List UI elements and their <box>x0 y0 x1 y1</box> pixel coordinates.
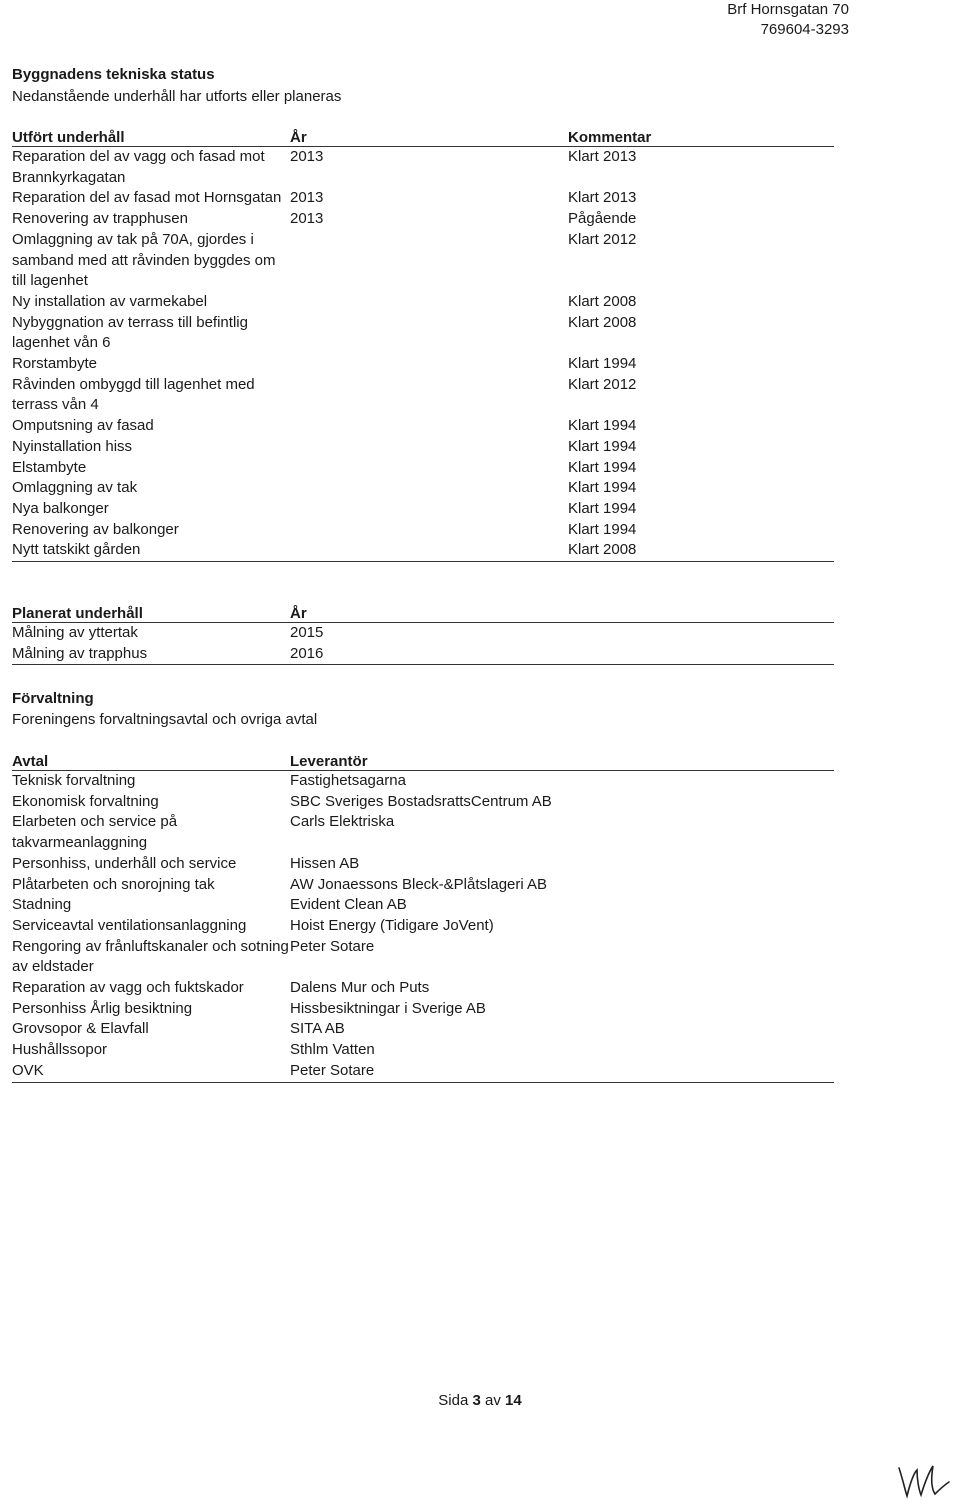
table-cell <box>290 354 568 375</box>
table-cell: Grovsopor & Elavfall <box>12 1020 149 1038</box>
table-header-row <box>12 126 834 147</box>
table-cell: Klart 1994 <box>568 437 637 455</box>
table-cell: Ny installation av varmekabel <box>12 292 208 310</box>
section-title-technical-status: Byggnadens tekniska status <box>12 66 215 83</box>
table-cell: Klart 2008 <box>568 292 637 310</box>
column-header: År <box>290 126 568 147</box>
table-cell: Stadning <box>12 896 72 914</box>
signature-initials-icon <box>895 1460 955 1500</box>
table-cell: Omputsning av fasad <box>12 417 154 435</box>
table-cell: Peter Sotare <box>290 937 375 955</box>
table-cell: SBC Sveriges BostadsrattsCentrum AB <box>290 792 552 810</box>
table-cell: Elarbeten och service på takvarmeanlaggning <box>12 813 178 852</box>
column-header: Kommentar <box>568 126 834 147</box>
table-cell: Klart 1994 <box>568 479 637 497</box>
planned-maintenance-row <box>12 644 834 665</box>
table-cell: Klart 2013 <box>568 189 637 207</box>
completed-maintenance-row <box>12 313 834 354</box>
table-cell: Klart 1994 <box>568 499 637 517</box>
table-cell: Peter Sotare <box>290 1061 834 1082</box>
table-cell: Klart 2008 <box>568 540 834 561</box>
completed-maintenance-row <box>12 209 834 230</box>
table-cell: Reparation av vagg och fuktskador <box>12 979 244 997</box>
table-cell: Nytt tatskikt gården <box>12 540 290 561</box>
section-subtitle-technical-status: Nedanstående underhåll har utforts eller planeras <box>12 88 342 105</box>
column-header: Utfört underhåll <box>12 126 290 147</box>
table-header-row <box>12 750 834 771</box>
planned-maintenance-table <box>12 602 834 665</box>
completed-maintenance-row <box>12 188 834 209</box>
table-cell: Fastighetsagarna <box>290 772 406 789</box>
table-cell <box>290 478 568 499</box>
table-cell: 2013 <box>290 210 324 228</box>
contract-row <box>12 1040 834 1061</box>
table-cell: SITA AB <box>290 1020 345 1038</box>
table-cell: Renovering av balkonger <box>12 520 179 538</box>
completed-maintenance-row <box>12 416 834 437</box>
table-cell: Reparation del av vagg och fasad mot Brannkyrkagatan <box>12 148 265 186</box>
section-subtitle-management: Foreningens forvaltningsavtal och ovriga avtal <box>12 711 318 728</box>
contract-row <box>12 916 834 937</box>
table-cell: Målning av trapphus <box>12 644 290 665</box>
completed-maintenance-row <box>12 478 834 499</box>
table-cell: Hushållssopor <box>12 1041 108 1059</box>
table-cell: Ekonomisk forvaltning <box>12 792 159 810</box>
completed-maintenance-table <box>12 126 834 562</box>
table-cell: Personhiss Årlig besiktning <box>12 999 193 1017</box>
table-cell: Carls Elektriska <box>290 813 395 831</box>
table-cell: Klart 2012 <box>568 375 637 393</box>
table-cell: 2013 <box>290 189 324 207</box>
table-cell: Klart 1994 <box>568 520 637 538</box>
table-cell: Nyinstallation hiss <box>12 437 133 455</box>
completed-maintenance-row <box>12 437 834 458</box>
page-number: Sida 3 av 14 <box>438 1392 522 1409</box>
table-cell: Personhiss, underhåll och service <box>12 854 237 872</box>
table-cell: 2016 <box>290 644 834 665</box>
table-cell: 2015 <box>290 624 324 641</box>
table-header-row <box>12 602 834 623</box>
table-cell: Klart 2008 <box>568 313 637 331</box>
completed-maintenance-row <box>12 230 834 292</box>
table-cell: AW Jonaessons Bleck-&Plåtslageri AB <box>290 875 548 893</box>
section-title-management: Förvaltning <box>12 690 94 707</box>
contract-row <box>12 875 834 896</box>
table-cell: Hissbesiktningar i Sverige AB <box>290 999 486 1017</box>
completed-maintenance-row <box>12 540 834 561</box>
contracts-table <box>12 750 834 1083</box>
completed-maintenance-row <box>12 354 834 375</box>
table-cell: Teknisk forvaltning <box>12 772 136 789</box>
completed-maintenance-row <box>12 520 834 541</box>
table-cell <box>290 458 568 479</box>
table-cell: Nya balkonger <box>12 499 109 517</box>
completed-maintenance-row <box>12 499 834 520</box>
table-cell <box>290 520 568 541</box>
contract-row <box>12 1019 834 1040</box>
table-cell: Dalens Mur och Puts <box>290 979 430 997</box>
contract-row <box>12 1061 834 1082</box>
table-cell: Plåtarbeten och snorojning tak <box>12 875 215 893</box>
document-header <box>727 0 849 40</box>
table-cell: Reparation del av fasad mot Hornsgatan <box>12 189 282 207</box>
contract-row <box>12 978 834 999</box>
table-cell <box>290 230 568 292</box>
table-cell: Elstambyte <box>12 458 87 476</box>
table-cell: Målning av yttertak <box>12 624 138 641</box>
column-header: Planerat underhåll <box>12 602 290 623</box>
table-cell: Omlaggning av tak <box>12 479 138 497</box>
table-cell: Klart 2013 <box>568 148 637 165</box>
table-cell: Hoist Energy (Tidigare JoVent) <box>290 916 494 934</box>
contract-row <box>12 792 834 813</box>
table-cell: Råvinden ombyggd till lagenhet med terrass vån 4 <box>12 375 255 414</box>
contract-row <box>12 937 834 978</box>
table-cell: Klart 1994 <box>568 458 637 476</box>
table-cell: Sthlm Vatten <box>290 1041 375 1059</box>
table-cell: Klart 1994 <box>568 355 637 373</box>
header-org-number: 769604-3293 <box>760 21 849 38</box>
table-cell <box>290 499 568 520</box>
table-cell <box>290 540 568 561</box>
table-cell: Nybyggnation av terrass till befintlig lagenhet vån 6 <box>12 313 248 352</box>
completed-maintenance-row <box>12 375 834 416</box>
column-header: Avtal <box>12 750 290 771</box>
table-cell <box>290 292 568 313</box>
table-cell: Evident Clean AB <box>290 896 407 914</box>
table-cell: Rorstambyte <box>12 355 98 373</box>
table-cell: 2013 <box>290 148 324 165</box>
contract-row <box>12 854 834 875</box>
table-cell: Klart 1994 <box>568 417 637 435</box>
table-cell <box>290 313 568 354</box>
planned-maintenance-row <box>12 623 834 644</box>
contract-row <box>12 895 834 916</box>
contract-row <box>12 812 834 853</box>
table-cell: OVK <box>12 1061 290 1082</box>
column-header: Leverantör <box>290 750 834 771</box>
table-cell: Hissen AB <box>290 854 360 872</box>
completed-maintenance-row <box>12 458 834 479</box>
table-cell: Renovering av trapphusen <box>12 210 188 228</box>
completed-maintenance-row <box>12 147 834 189</box>
table-cell <box>290 437 568 458</box>
header-association-name: Brf Hornsgatan 70 <box>727 1 849 18</box>
contract-row <box>12 999 834 1020</box>
table-cell: Klart 2012 <box>568 230 637 248</box>
contract-row <box>12 771 834 792</box>
table-cell: Pågående <box>568 210 637 228</box>
table-cell: Rengoring av frånluftskanaler och sotning av eldstader <box>12 937 289 976</box>
table-cell <box>290 375 568 416</box>
table-cell: Omlaggning av tak på 70A, gjordes i samband med att råvinden byggdes om till lagenhet <box>12 230 276 290</box>
completed-maintenance-row <box>12 292 834 313</box>
table-cell: Serviceavtal ventilationsanlaggning <box>12 916 247 934</box>
column-header: År <box>290 602 834 623</box>
table-cell <box>290 416 568 437</box>
